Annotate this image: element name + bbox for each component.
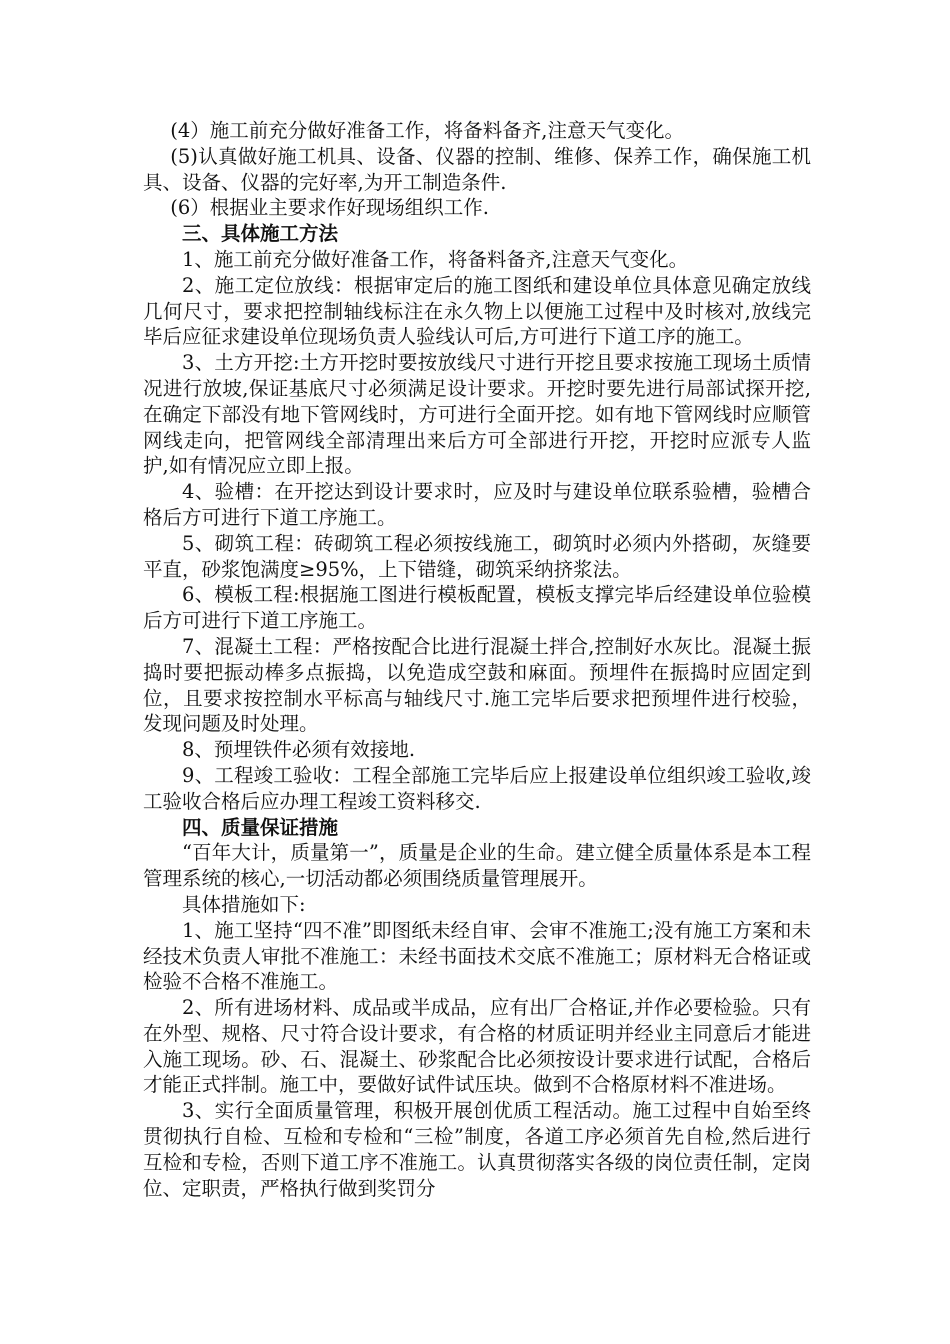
quality-lead: 具体措施如下: <box>182 892 306 916</box>
method-item-7: 7、混凝土工程：严格按配合比进行混凝土拌合,控制好水灰比。混凝土振捣时要把振动棒多点振捣，以免造成空鼓和麻面。预埋件在振捣时应固定到位，且要求按控制水平标高与轴线尺寸.施工完毕后要求把预埋件进行校验，发现问题及时处理。 <box>143 634 811 736</box>
method-item-3: 3、土方开挖:土方开挖时要按放线尺寸进行开挖且要求按施工现场土质情况进行放坡,保证基底尺寸必须满足设计要求。开挖时要先进行局部试探开挖,在确定下部没有地下管网线时，方可进行全面开挖。如有地下管网线时应顺管网线走向，把管网线全部清理出来后方可全部进行开挖，开挖时应派专人监护,如有情况应立即上报。 <box>143 351 811 478</box>
section-heading-construction-methods: 三、具体施工方法 <box>182 222 339 246</box>
quality-item-1: 1、施工坚持“四不准”即图纸未经自审、会审不准施工;没有施工方案和未经技术负责人审批不准施工：未经书面技术交底不准施工；原材料无合格证或检验不合格不准施工。 <box>143 918 811 994</box>
method-item-9: 9、工程竣工验收：工程全部施工完毕后应上报建设单位组织竣工验收,竣工验收合格后应办理工程竣工资料移交. <box>143 763 811 813</box>
quality-item-2: 2、所有进场材料、成品或半成品，应有出厂合格证,并作必要检验。只有在外型、规格、尺寸符合设计要求，有合格的材质证明并经业主同意后才能进入施工现场。砂、石、混凝土、砂浆配合比必须按设计要求进行试配，合格后才能正式拌制。施工中，要做好试件试压块。做到不合格原材料不准进场。 <box>143 996 811 1097</box>
paragraph-prep-item-4: (4）施工前充分做好准备工作，将备料备齐,注意天气变化。 <box>170 119 685 142</box>
quality-item-3: 3、实行全面质量管理，积极开展创优质工程活动。施工过程中自始至终贯彻执行自检、互检和专检和“三检”制度，各道工序必须首先自检,然后进行互检和专检，否则下道工序不准施工。认真贯彻落实各级的岗位责任制，定岗位、定职责，严格执行做到奖罚分 <box>143 1099 811 1200</box>
method-item-2: 2、施工定位放线：根据审定后的施工图纸和建设单位具体意见确定放线几何尺寸，要求把控制轴线标注在永久物上以便施工过程中及时核对,放线完毕后应征求建设单位现场负责人验线认可后,方可进行下道工序的施工。 <box>143 273 811 349</box>
method-item-6: 6、模板工程:根据施工图进行模板配置，模板支撑完毕后经建设单位验模后方可进行下道工序施工。 <box>143 583 811 633</box>
method-item-4: 4、验槽：在开挖达到设计要求时，应及时与建设单位联系验槽，验槽合格后方可进行下道工序施工。 <box>143 480 811 529</box>
document-page <box>143 118 811 1201</box>
quality-intro: “百年大计，质量第一”，质量是企业的生命。建立健全质量体系是本工程管理系统的核心,一切活动都必须围绕质量管理展开。 <box>143 841 811 891</box>
method-item-5: 5、砌筑工程：砖砌筑工程必须按线施工，砌筑时必须内外搭砌，灰缝要平直，砂浆饱满度≥95%，上下错缝，砌筑采纳挤浆法。 <box>143 531 811 581</box>
paragraph-prep-item-5: (5)认真做好施工机具、设备、仪器的控制、维修、保养工作，确保施工机具、设备、仪器的完好率,为开工制造条件. <box>143 144 811 194</box>
paragraph-prep-item-6: (6）根据业主要求作好现场组织工作. <box>170 196 490 220</box>
method-item-8: 8、预埋铁件必须有效接地. <box>182 738 416 762</box>
section-heading-quality-measures: 四、质量保证措施 <box>182 815 339 839</box>
method-item-1: 1、施工前充分做好准备工作，将备料备齐,注意天气变化。 <box>182 247 689 271</box>
